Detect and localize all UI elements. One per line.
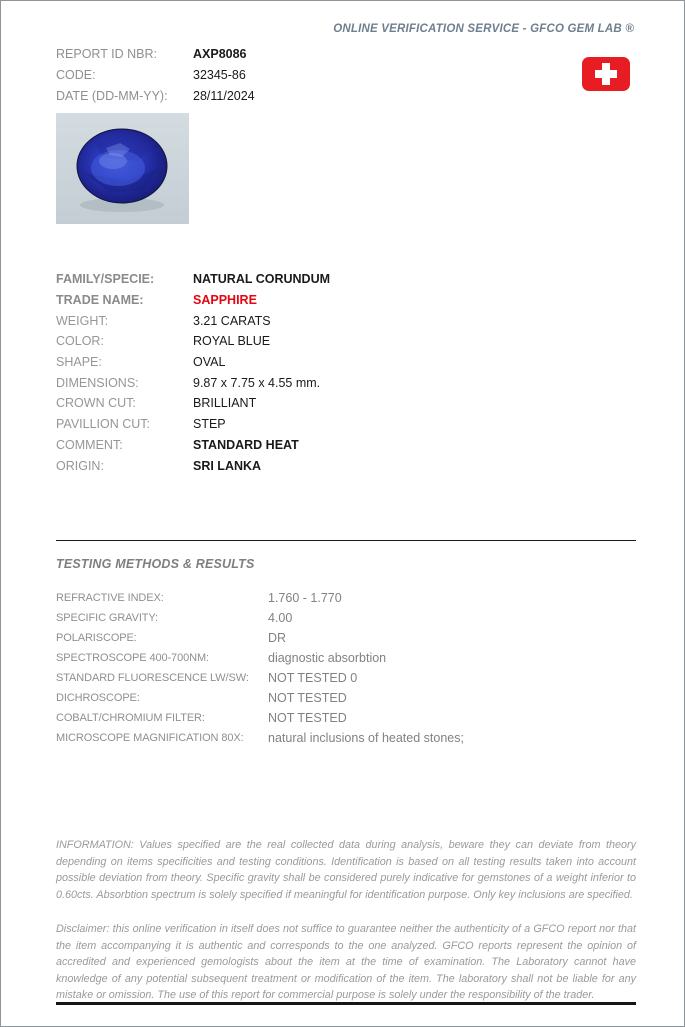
specific-gravity-label: SPECIFIC GRAVITY: — [56, 612, 159, 624]
testing-section-heading: TESTING METHODS & RESULTS — [56, 557, 255, 571]
detail-row-origin — [56, 455, 330, 476]
detail-row-weight — [56, 310, 330, 331]
report-id-row — [56, 43, 255, 64]
refractive-index-label: REFRACTIVE INDEX: — [56, 592, 164, 604]
shape-value: OVAL — [193, 355, 226, 370]
detail-row-pavillion-cut — [56, 414, 330, 435]
detail-row-color — [56, 331, 330, 352]
service-title: ONLINE VERIFICATION SERVICE - GFCO GEM LAB ® — [333, 23, 634, 35]
polariscope-label: POLARISCOPE: — [56, 632, 137, 644]
crown-cut-value: BRILLIANT — [193, 396, 257, 411]
disclaimer-paragraph: Disclaimer: this online verification in itself does not suffice to guarantee neither the authenticity of a GFCO report nor that the item accompanying it is authentic and corresponds to the one analyzed. GFCO reports represent the opinion of accredited and experienced gemologists about the item at the time of examination. The Laboratory cannot have knowledge of any potential subsequent treatment or modification of the item. The laboratory shall not be liable for any mistake or omission. The use of this report for commercial purpose is solely under the responsibility of the trader. — [56, 923, 636, 1001]
report-id-value: AXP8086 — [193, 46, 247, 61]
specific-gravity-value: 4.00 — [268, 611, 293, 625]
refractive-index-value: 1.760 - 1.770 — [268, 591, 342, 605]
microscope-label: MICROSCOPE MAGNIFICATION 80X: — [56, 732, 244, 744]
test-row-polariscope — [56, 628, 464, 648]
gem-details — [56, 269, 330, 476]
microscope-value: natural inclusions of heated stones; — [268, 731, 464, 745]
polariscope-value: DR — [268, 631, 287, 645]
gem-photo — [56, 113, 189, 224]
crown-cut-label: CROWN CUT: — [56, 396, 136, 411]
fluorescence-label: STANDARD FLUORESCENCE LW/SW: — [56, 672, 249, 684]
weight-label: WEIGHT: — [56, 313, 109, 328]
trade-name-label: TRADE NAME: — [56, 293, 144, 308]
test-row-refractive-index — [56, 588, 464, 608]
color-label: COLOR: — [56, 334, 104, 349]
color-value: ROYAL BLUE — [193, 334, 271, 349]
dimensions-value: 9.87 x 7.75 x 4.55 mm. — [193, 375, 321, 390]
detail-row-dimensions — [56, 372, 330, 393]
origin-label: ORIGIN: — [56, 458, 104, 473]
cobalt-filter-label: COBALT/CHROMIUM FILTER: — [56, 712, 205, 724]
detail-row-comment — [56, 435, 330, 456]
dimensions-label: DIMENSIONS: — [56, 375, 139, 390]
weight-value: 3.21 CARATS — [193, 313, 271, 328]
swiss-flag-icon — [582, 57, 630, 91]
origin-value: SRI LANKA — [193, 458, 262, 473]
pavillion-cut-label: PAVILLION CUT: — [56, 417, 151, 432]
date-label: DATE (DD-MM-YY): — [56, 88, 168, 103]
bottom-rule — [56, 1002, 636, 1005]
report-meta — [56, 43, 255, 106]
report-id-label: REPORT ID NBR: — [56, 46, 157, 61]
spectroscope-value: diagnostic absorbtion — [268, 651, 387, 665]
detail-row-trade-name — [56, 290, 330, 311]
information-paragraph: INFORMATION: Values specified are the real collected data during analysis, beware they can deviate from theory depending on items specificities and testing conditions. Identification is based on all testing results taken into account possible deviation from theory. Specific gravity shall be considered purely indicative for gemstones of a weight inferior to 0.60cts. Absorbtion spectrum is solely specified if meaningful for identification purpose. Only key inclusions are specified. — [56, 839, 636, 901]
code-label: CODE: — [56, 67, 96, 82]
detail-row-crown-cut — [56, 393, 330, 414]
fluorescence-value: NOT TESTED 0 — [268, 671, 358, 685]
code-value: 32345-86 — [193, 67, 246, 82]
code-row — [56, 64, 255, 85]
family-value: NATURAL CORUNDUM — [193, 272, 331, 287]
date-row — [56, 85, 255, 106]
date-value: 28/11/2024 — [193, 88, 255, 103]
comment-label: COMMENT: — [56, 437, 123, 452]
shape-label: SHAPE: — [56, 355, 102, 370]
detail-row-family — [56, 269, 330, 290]
test-row-specific-gravity — [56, 608, 464, 628]
section-divider — [56, 540, 636, 541]
cobalt-filter-value: NOT TESTED — [268, 711, 347, 725]
test-row-spectroscope — [56, 648, 464, 668]
spectroscope-label: SPECTROSCOPE 400-700NM: — [56, 652, 209, 664]
test-row-microscope — [56, 728, 464, 748]
test-row-cobalt-filter — [56, 708, 464, 728]
test-row-dichroscope — [56, 688, 464, 708]
trade-name-value: SAPPHIRE — [193, 293, 257, 308]
testing-results — [56, 588, 464, 748]
pavillion-cut-value: STEP — [193, 417, 226, 432]
test-row-fluorescence — [56, 668, 464, 688]
family-label: FAMILY/SPECIE: — [56, 272, 155, 287]
sapphire-image — [56, 113, 189, 224]
detail-row-shape — [56, 352, 330, 373]
dichroscope-value: NOT TESTED — [268, 691, 347, 705]
dichroscope-label: DICHROSCOPE: — [56, 692, 140, 704]
comment-value: STANDARD HEAT — [193, 437, 299, 452]
